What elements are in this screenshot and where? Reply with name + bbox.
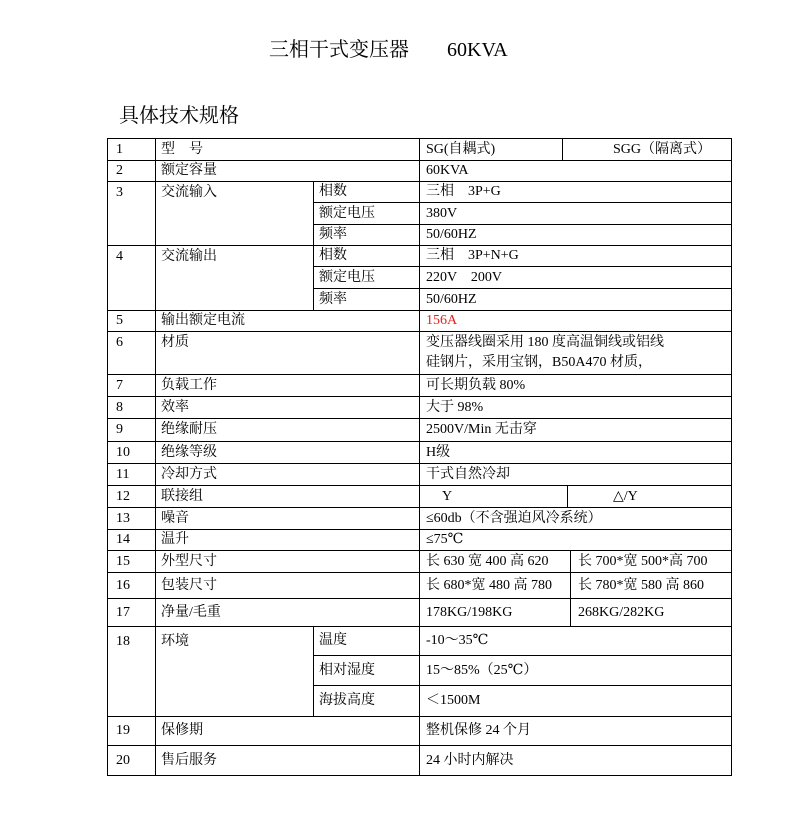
spec-value: 干式自然冷却 [420, 464, 732, 486]
spec-subitem-label: 额定电压 [314, 203, 420, 225]
table-row [108, 139, 732, 161]
spec-value-a: SG(自耦式) [420, 139, 563, 161]
spec-item-label: 交流输入 [156, 182, 314, 246]
spec-item-label: 外型尺寸 [156, 551, 420, 573]
spec-value: ≤60db（不含强迫风冷系统） [420, 508, 732, 530]
spec-value: ≤75℃ [420, 530, 732, 551]
table-row [108, 419, 732, 442]
row-number: 17 [108, 599, 156, 627]
spec-value-line: 硅钢片，采用宝钢，B50A470 材质， [426, 355, 652, 370]
row-number: 10 [108, 442, 156, 464]
spec-item-label: 绝缘耐压 [156, 419, 420, 442]
title-product-name: 三相干式变压器 [269, 39, 409, 61]
spec-value: 2500V/Min 无击穿 [420, 419, 732, 442]
table-row [108, 375, 732, 397]
table-row [108, 717, 732, 746]
spec-subitem-label: 频率 [314, 225, 420, 246]
row-number: 20 [108, 746, 156, 776]
spec-value-a: 长 680*宽 480 高 780 [420, 573, 571, 599]
row-number: 3 [108, 182, 156, 246]
spec-item-label: 保修期 [156, 717, 420, 746]
spec-value-b: 长 700*宽 500*高 700 [571, 551, 732, 573]
table-row [108, 397, 732, 419]
table-row [108, 599, 732, 627]
spec-value: 24 小时内解决 [420, 746, 732, 776]
table-row [108, 464, 732, 486]
row-number: 14 [108, 530, 156, 551]
document-title [269, 37, 508, 63]
table-row [108, 332, 732, 375]
spec-item-label: 型 号 [156, 139, 420, 161]
row-number: 19 [108, 717, 156, 746]
spec-subitem-label: 额定电压 [314, 267, 420, 289]
row-number: 4 [108, 246, 156, 311]
spec-subitem-label: 温度 [314, 627, 420, 656]
spec-value: 大于 98% [420, 397, 732, 419]
spec-item-label: 材质 [156, 332, 420, 375]
spec-value [420, 332, 732, 375]
spec-item-label: 交流输出 [156, 246, 314, 311]
spec-value-a: 178KG/198KG [420, 599, 571, 627]
table-row [108, 486, 732, 508]
section-heading: 具体技术规格 [119, 105, 239, 127]
spec-item-label: 环境 [156, 627, 314, 717]
table-row [108, 573, 732, 599]
row-number: 12 [108, 486, 156, 508]
table-row [108, 508, 732, 530]
spec-value: 50/60HZ [420, 225, 732, 246]
spec-value: 三相 3P+G [420, 182, 732, 203]
spec-value: 50/60HZ [420, 289, 732, 311]
spec-item-label: 绝缘等级 [156, 442, 420, 464]
table-row [108, 311, 732, 332]
table-row [108, 551, 732, 573]
spec-value: 220V 200V [420, 267, 732, 289]
spec-item-label: 售后服务 [156, 746, 420, 776]
title-capacity: 60KVA [447, 39, 508, 61]
table-row [108, 442, 732, 464]
spec-subitem-label: 相对湿度 [314, 656, 420, 686]
row-number: 15 [108, 551, 156, 573]
spec-item-label: 包装尺寸 [156, 573, 420, 599]
spec-value-line: 变压器线圈采用 180 度高温铜线或铝线 [426, 335, 664, 350]
spec-value-a: Y [420, 486, 568, 508]
spec-item-label: 效率 [156, 397, 420, 419]
row-number: 8 [108, 397, 156, 419]
spec-table [107, 138, 732, 776]
row-number: 16 [108, 573, 156, 599]
row-number: 1 [108, 139, 156, 161]
row-number: 2 [108, 161, 156, 182]
table-row [108, 530, 732, 551]
table-row [108, 246, 732, 267]
table-row [108, 627, 732, 656]
spec-item-label: 联接组 [156, 486, 420, 508]
row-number: 5 [108, 311, 156, 332]
spec-subitem-label: 海拔高度 [314, 686, 420, 717]
spec-item-label: 负载工作 [156, 375, 420, 397]
spec-value: 15～85%（25℃） [420, 656, 732, 686]
spec-value: H级 [420, 442, 732, 464]
row-number: 6 [108, 332, 156, 375]
spec-value: ＜1500M [420, 686, 732, 717]
spec-value: 整机保修 24 个月 [420, 717, 732, 746]
spec-item-label: 净量/毛重 [156, 599, 420, 627]
spec-item-label: 额定容量 [156, 161, 420, 182]
spec-item-label: 温升 [156, 530, 420, 551]
spec-item-label: 冷却方式 [156, 464, 420, 486]
spec-value-b: SGG（隔离式） [563, 139, 732, 161]
spec-value-b: △/Y [568, 486, 732, 508]
spec-value-highlighted: 156A [420, 311, 732, 332]
spec-item-label: 输出额定电流 [156, 311, 420, 332]
spec-subitem-label: 相数 [314, 246, 420, 267]
spec-value: 380V [420, 203, 732, 225]
table-row [108, 182, 732, 203]
spec-item-label: 噪音 [156, 508, 420, 530]
row-number: 13 [108, 508, 156, 530]
table-row [108, 746, 732, 776]
spec-value-b: 长 780*宽 580 高 860 [571, 573, 732, 599]
row-number: 18 [108, 627, 156, 717]
row-number: 7 [108, 375, 156, 397]
row-number: 11 [108, 464, 156, 486]
spec-value-a: 长 630 宽 400 高 620 [420, 551, 571, 573]
spec-value: -10～35℃ [420, 627, 732, 656]
spec-subitem-label: 频率 [314, 289, 420, 311]
spec-value-b: 268KG/282KG [571, 599, 732, 627]
spec-subitem-label: 相数 [314, 182, 420, 203]
spec-value: 60KVA [420, 161, 732, 182]
row-number: 9 [108, 419, 156, 442]
table-row [108, 161, 732, 182]
spec-value: 可长期负载 80% [420, 375, 732, 397]
spec-value: 三相 3P+N+G [420, 246, 732, 267]
